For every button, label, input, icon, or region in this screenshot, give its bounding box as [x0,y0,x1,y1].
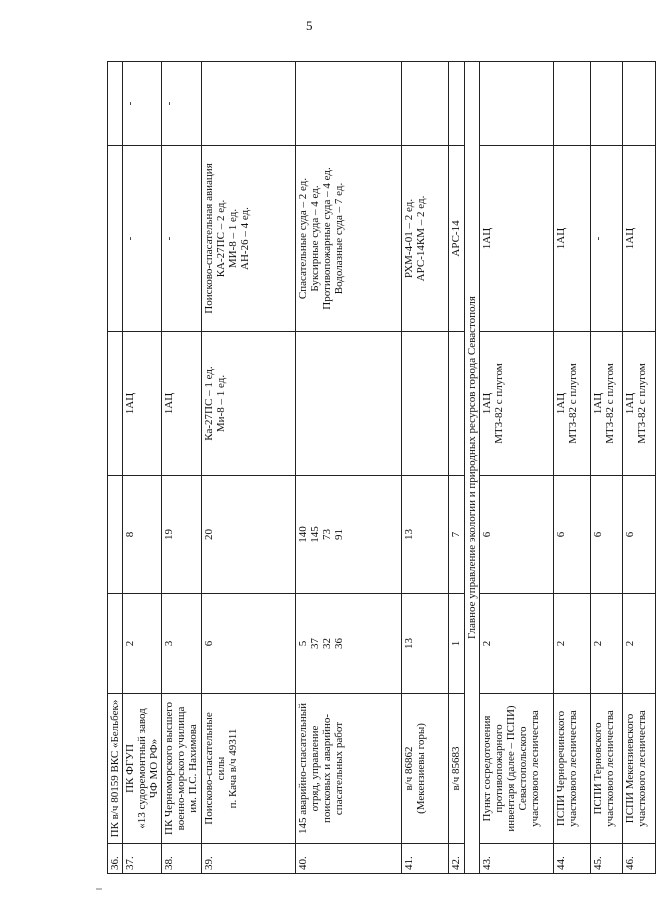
cell-name: ПК ФГУП «13 судоремонтный завод ЧФ МО РФ» [123,694,162,844]
cell-ground [402,332,449,476]
margin-mark [96,888,102,890]
table-container [107,62,648,874]
cell-air-water: - [123,146,162,332]
cell-air-water [108,146,123,332]
cell-units: 20 [202,476,296,594]
cell-air-water: Спасательные суда – 2 ед. Буксирные суда – 4 ед. Противопожарные суда – 4 ед. Водолазные суда – 7 ед. [296,146,402,332]
cell-air-water: РХМ-4-01 – 2 ед. АРС-14КМ – 2 ед. [402,146,449,332]
table-row [554,62,591,874]
cell-personnel: 2 [480,594,554,694]
cell-no: 45. [591,844,623,874]
cell-fire [449,62,465,146]
cell-fire: - [162,62,202,146]
cell-no: 44. [554,844,591,874]
cell-personnel: 6 [202,594,296,694]
cell-name: ПК в/ч 80159 ВКС «Бельбек» [108,694,123,844]
cell-name: ПСПИ Мекензиевского участкового лесничества [623,694,656,844]
cell-name: ПСПИ Черноречинского участкового лесничества [554,694,591,844]
cell-personnel: 1 [449,594,465,694]
cell-ground: 1АЦ [162,332,202,476]
cell-name: ПК Черноморского высшего военно-морского училища им. П.С. Нахимова [162,694,202,844]
cell-personnel: 2 [623,594,656,694]
cell-fire [480,62,554,146]
cell-ground: 1АЦ МТЗ-82 с плугом [480,332,554,476]
cell-ground: 1АЦ [123,332,162,476]
cell-units: 8 [123,476,162,594]
cell-ground [108,332,123,476]
table-row [449,62,465,874]
cell-personnel: 2 [123,594,162,694]
cell-ground [296,332,402,476]
cell-units: 19 [162,476,202,594]
table-body-top [108,62,465,874]
cell-ground: Ка-27ПС – 1 ед. Ми-8 – 1 ед. [202,332,296,476]
cell-air-water: 1АЦ [623,146,656,332]
cell-ground: 1АЦ МТЗ-82 с плугом [554,332,591,476]
page-number: 5 [306,18,313,33]
cell-air-water: - [162,146,202,332]
cell-ground: 1АЦ МТЗ-82 с плугом [591,332,623,476]
cell-personnel [108,594,123,694]
cell-ground [449,332,465,476]
table-row [162,62,202,874]
cell-no: 41. [402,844,449,874]
cell-personnel: 2 [591,594,623,694]
cell-air-water: АРС-14 [449,146,465,332]
cell-name: в/ч 85683 [449,694,465,844]
table-row [402,62,449,874]
cell-fire [402,62,449,146]
cell-fire [591,62,623,146]
cell-units: 6 [554,476,591,594]
cell-personnel: 3 [162,594,202,694]
cell-fire [554,62,591,146]
cell-ground: 1АЦ МТЗ-82 с плугом [623,332,656,476]
table-row [591,62,623,874]
cell-fire [296,62,402,146]
cell-units: 6 [623,476,656,594]
cell-no: 42. [449,844,465,874]
cell-air-water: 1АЦ [480,146,554,332]
table-row [296,62,402,874]
cell-air-water: - [591,146,623,332]
rotated-table-area [107,62,648,874]
cell-name: ПСПИ Терновского участкового лесничества [591,694,623,844]
cell-units: 6 [480,476,554,594]
cell-no: 40. [296,844,402,874]
section-title: Главное управление экологии и природных ресурсов города Севастополя [465,62,480,874]
cell-units: 6 [591,476,623,594]
cell-units [108,476,123,594]
cell-personnel: 2 [554,594,591,694]
table-row [202,62,296,874]
cell-no: 36. [108,844,123,874]
cell-personnel: 5 37 32 36 [296,594,402,694]
cell-no: 39. [202,844,296,874]
table-row [623,62,656,874]
cell-units: 140 145 73 91 [296,476,402,594]
cell-no: 38. [162,844,202,874]
cell-units: 7 [449,476,465,594]
cell-name: Пункт сосредоточения противопожарного инвентаря (далее – ПСПИ) Севастопольского участкового лесничества [480,694,554,844]
cell-air-water: Поисково-спасательная авиация КА-27ПС – 2 ед. МИ-8 – 1 ед. АН-26 – 4 ед. [202,146,296,332]
table-row [108,62,123,874]
cell-no: 37. [123,844,162,874]
cell-no: 46. [623,844,656,874]
table-row [480,62,554,874]
cell-name: в/ч 86862 (Мекензиевы горы) [402,694,449,844]
cell-personnel: 13 [402,594,449,694]
cell-no: 43. [480,844,554,874]
resources-table [107,61,656,874]
cell-fire [108,62,123,146]
cell-name: Поисково-спасательные силы п. Кача в/ч 49311 [202,694,296,844]
section-header [465,62,480,874]
section-row [465,62,480,874]
cell-fire [202,62,296,146]
cell-name: 145 аварийно-спасательный отряд, управление поисковых и аварийно- спасательных работ [296,694,402,844]
cell-fire: - [123,62,162,146]
cell-units: 13 [402,476,449,594]
cell-fire [623,62,656,146]
cell-air-water: 1АЦ [554,146,591,332]
table-row [123,62,162,874]
table-body-bottom [480,62,656,874]
